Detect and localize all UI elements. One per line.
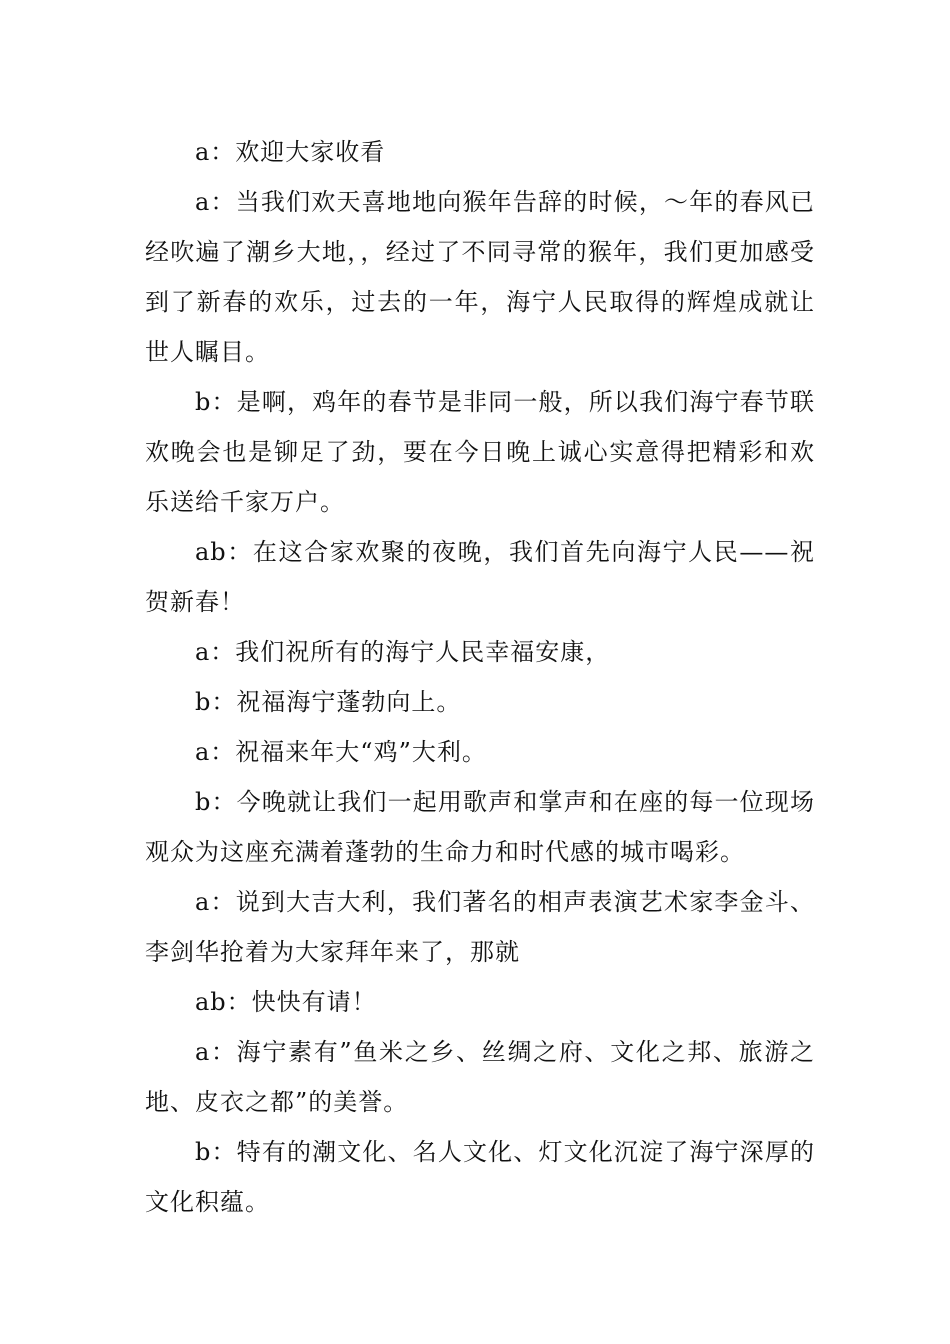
- paragraph: a：欢迎大家收看: [195, 138, 386, 166]
- paragraph: a：海宁素有”鱼米之乡、丝绸之府、文化之邦、旅游之地、皮衣之都”的美誉。: [145, 1038, 815, 1116]
- paragraph: b：祝福海宁蓬勃向上。: [195, 688, 462, 716]
- paragraph: ab：快快有请！: [195, 988, 377, 1016]
- document-body: [145, 127, 815, 1227]
- paragraph: a：当我们欢天喜地地向猴年告辞的时候，～年的春风已经吹遍了潮乡大地，，经过了不同寻常的猴年，我们更加感受到了新春的欢乐，过去的一年，海宁人民取得的辉煌成就让世人瞩目。: [145, 188, 815, 366]
- paragraph: ab：在这合家欢聚的夜晚，我们首先向海宁人民——祝贺新春！: [145, 538, 815, 616]
- paragraph: b：今晚就让我们一起用歌声和掌声和在座的每一位现场观众为这座充满着蓬勃的生命力和时代感的城市喝彩。: [145, 788, 815, 866]
- paragraph: a：我们祝所有的海宁人民幸福安康，: [195, 638, 611, 666]
- paragraph: b：特有的潮文化、名人文化、灯文化沉淀了海宁深厚的文化积蕴。: [145, 1138, 815, 1216]
- paragraph: a：说到大吉大利，我们著名的相声表演艺术家李金斗、李剑华抢着为大家拜年来了，那就: [145, 888, 815, 966]
- paragraph: b：是啊，鸡年的春节是非同一般，所以我们海宁春节联欢晚会也是铆足了劲，要在今日晚上诚心实意得把精彩和欢乐送给千家万户。: [145, 388, 815, 516]
- paragraph: a：祝福来年大“鸡”大利。: [195, 738, 487, 766]
